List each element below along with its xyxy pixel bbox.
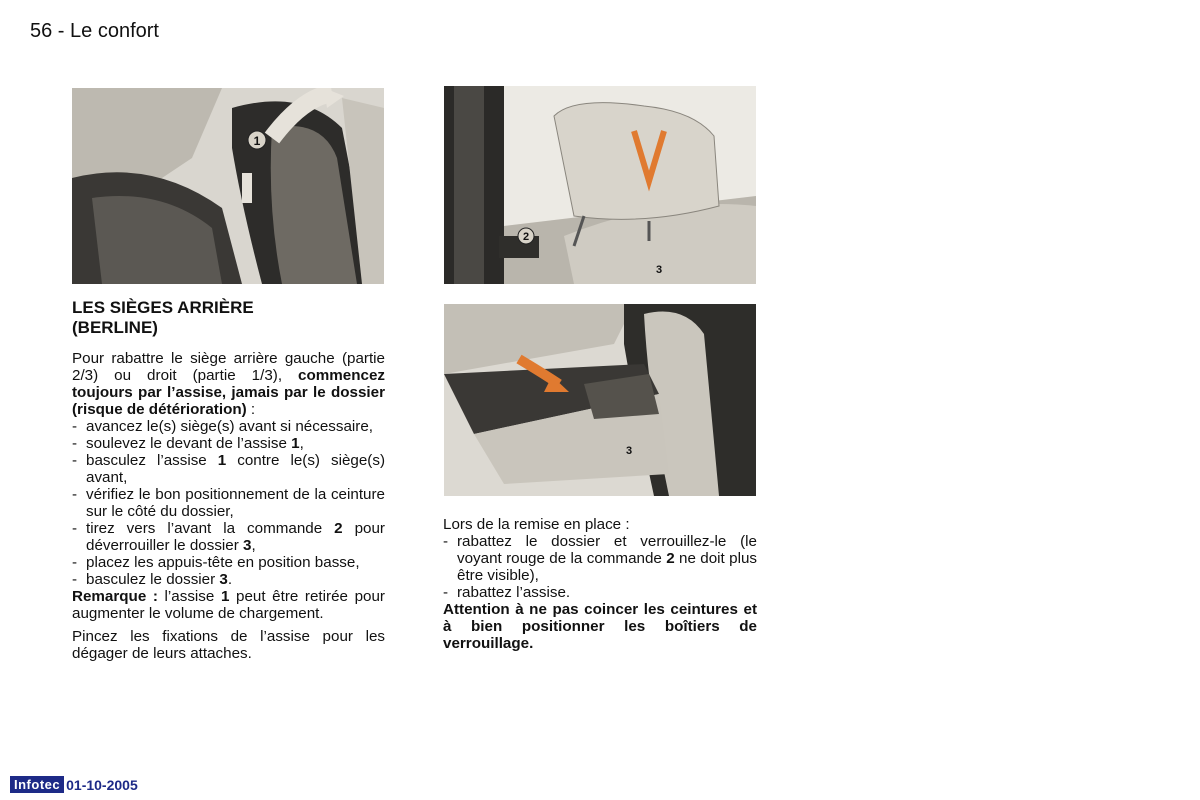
- step-ref: 3: [243, 537, 252, 554]
- section-title: [72, 298, 385, 338]
- step-ref: 1: [217, 452, 227, 469]
- section-title-line2: (BERLINE): [72, 318, 158, 337]
- photo-label-3: 3: [655, 264, 663, 276]
- step-text: ne doit plus être visible),: [457, 550, 757, 584]
- reinstall-steps: [443, 533, 757, 601]
- step-ref: 2: [334, 520, 343, 537]
- step-text: tirez vers l’avant la commande: [86, 520, 335, 537]
- photo-label-3b: 3: [625, 445, 633, 457]
- photo-label-1: 1: [253, 134, 261, 148]
- step-text: ,: [299, 435, 304, 452]
- list-item: [443, 533, 757, 584]
- remark-paragraph: [72, 588, 385, 622]
- reinstall-intro: Lors de la remise en place :: [443, 516, 630, 533]
- final-paragraph: Pincez les fixations de l’assise pour les dégager de leurs attaches.: [72, 628, 385, 662]
- step-text: basculez le dossier: [86, 571, 220, 588]
- page-header: 56 - Le confort: [30, 20, 159, 42]
- step-text: placez les appuis-tête en position basse,: [86, 554, 360, 571]
- right-column: [443, 516, 757, 652]
- step-text: pour déverrouiller le dossier: [86, 520, 385, 554]
- step-ref: 1: [291, 435, 300, 452]
- list-item: [72, 520, 385, 554]
- intro-colon: :: [246, 401, 256, 418]
- list-item: [72, 435, 385, 452]
- intro-paragraph: [72, 350, 385, 418]
- list-item: [72, 452, 385, 486]
- remark-text: peut être retirée pour augmenter le volume de chargement.: [72, 588, 385, 622]
- warning-text: Attention à ne pas coincer les ceintures et à bien positionner les boîtiers de verrouillage.: [443, 601, 757, 652]
- intro-text: Pour rabattre le siège arrière gauche (partie 2/3) ou droit (partie 1/3),: [72, 350, 385, 384]
- remark-text: l’assise: [157, 588, 221, 605]
- step-text: rabattez le dossier et verrouillez-le (le voyant rouge de la commande: [457, 533, 757, 567]
- list-item: [72, 554, 385, 571]
- step-ref: 2: [666, 550, 675, 567]
- step-text: avancez le(s) siège(s) avant si nécessaire,: [86, 418, 373, 435]
- intro-warning: commencez toujours par l’assise, jamais par le dossier (risque de détérioration): [72, 367, 385, 418]
- infotec-logo: Infotec: [10, 776, 64, 793]
- left-column: [72, 298, 385, 662]
- list-item: [72, 571, 385, 588]
- steps-list: [72, 418, 385, 588]
- photo-label-2: 2: [522, 231, 530, 243]
- footer: [10, 776, 138, 793]
- remark-ref: 1: [220, 588, 230, 605]
- step-text: rabattez l’assise.: [457, 584, 571, 601]
- remark-label: Remarque :: [72, 588, 158, 605]
- section-title-line1: LES SIÈGES ARRIÈRE: [72, 298, 254, 317]
- step-text: soulevez le devant de l’assise: [86, 435, 292, 452]
- list-item: [443, 584, 757, 601]
- step-text: ,: [251, 537, 256, 554]
- photo-seat-back: [444, 86, 756, 284]
- photo-seat-cushion: [72, 88, 384, 284]
- step-text: .: [227, 571, 233, 588]
- step-text: basculez l’assise: [86, 452, 218, 469]
- footer-date: 01-10-2005: [66, 776, 138, 793]
- list-item: [72, 418, 385, 435]
- list-item: [72, 486, 385, 520]
- step-text: contre le(s) siège(s) avant,: [86, 452, 385, 486]
- warning-paragraph: [443, 601, 757, 652]
- step-text: vérifiez le bon positionnement de la ceinture sur le côté du dossier,: [86, 486, 385, 520]
- photo-seat-folded: [444, 304, 756, 496]
- step-ref: 3: [219, 571, 228, 588]
